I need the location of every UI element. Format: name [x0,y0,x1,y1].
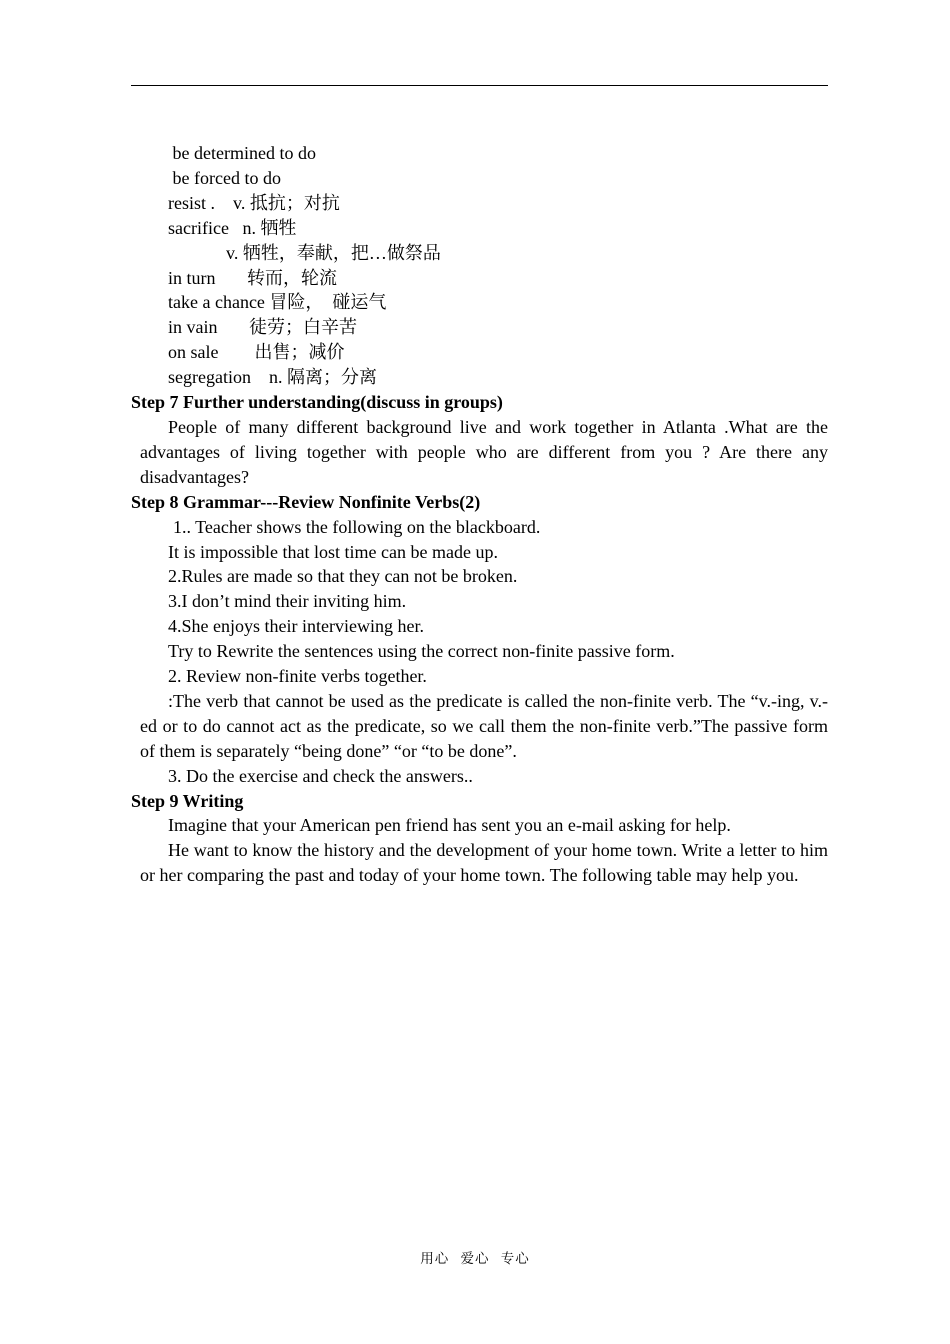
step-9-heading: Step 9 Writing [131,790,244,811]
step-8-heading: Step 8 Grammar---Review Nonfinite Verbs(2) [131,491,481,512]
header-rule [131,85,828,86]
vocab-item: in vain 徒劳；白辛苦 [168,317,357,338]
step-7-heading: Step 7 Further understanding(discuss in groups) [131,392,503,413]
vocab-item: resist . v. 抵抗；对抗 [168,192,340,213]
step-8-line: 3.I don’t mind their inviting him. [168,591,407,612]
step-8-line: It is impossible that lost time can be made up. [168,541,498,562]
step-9-line: Imagine that your American pen friend has sent you an e-mail asking for help. [168,815,731,836]
step-8-paragraph: :The verb that cannot be used as the predicate is called the non-finite verb. The “v.-ing, v.-ed or to do cannot act as the predicate, so we call them the non-finite verb.”The passive form of them is separately “being done” “or “to be done”. [140,690,828,761]
vocab-item: in turn 转而，轮流 [168,267,337,288]
step-9-paragraph: He want to know the history and the development of your home town. Write a letter to him or her comparing the past and today of your home town. The following table may help you. [140,840,828,886]
step-8-line: 4.She enjoys their interviewing her. [168,616,424,637]
vocab-item: be determined to do [168,143,316,163]
step-8-line: 2.Rules are made so that they can not be broken. [168,566,518,587]
vocab-item: v. 牺牲，奉献，把…做祭品 [226,242,441,263]
step-8-line: 3. Do the exercise and check the answers.. [168,765,473,786]
step-8-line: 1.. Teacher shows the following on the blackboard. [173,516,541,537]
vocab-item: take a chance 冒险， 碰运气 [168,292,387,313]
document-body [131,141,828,888]
vocab-item: be forced to do [168,167,281,188]
vocab-item: sacrifice n. 牺牲 [168,217,297,238]
vocab-item: segregation n. 隔离；分离 [168,367,377,388]
step-7-paragraph: People of many different background live and work together in Atlanta .What are the advantages of living together with people who are different from you ? Are there any disadvantages? [140,416,828,487]
page-footer: 用心 爱心 专心 [420,1251,530,1267]
step-8-line: 2. Review non-finite verbs together. [168,666,427,687]
step-8-line: Try to Rewrite the sentences using the correct non-finite passive form. [168,641,675,662]
vocab-item: on sale 出售；减价 [168,342,345,363]
